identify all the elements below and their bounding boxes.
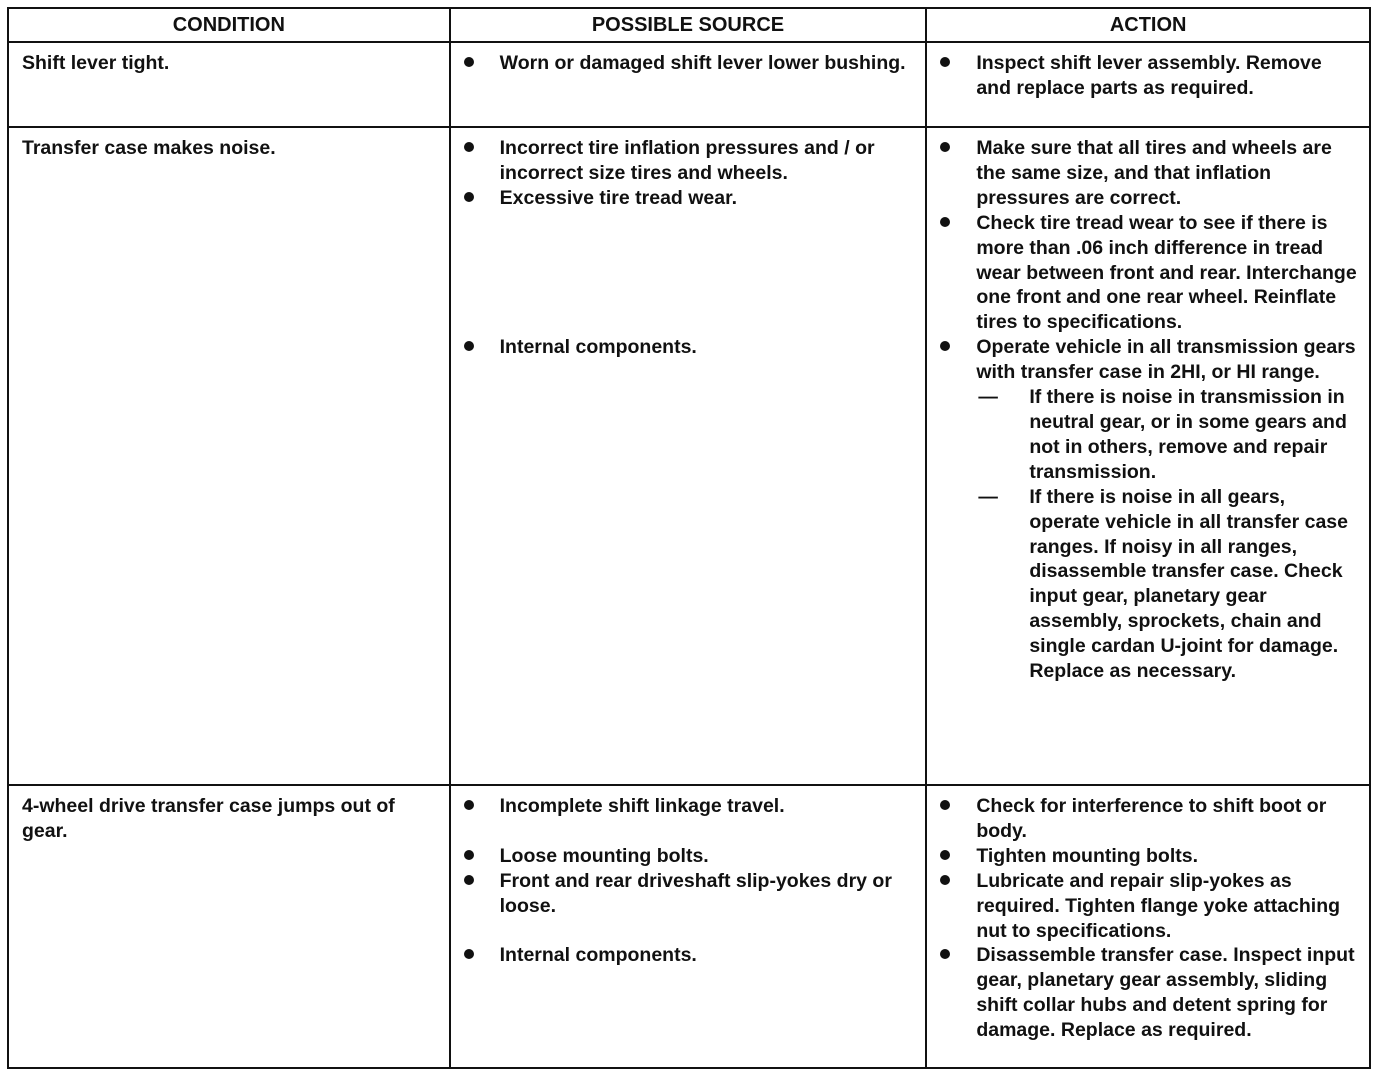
diagnosis-table [7, 7, 1371, 1069]
list-item [464, 869, 916, 919]
dash-icon: — [978, 386, 998, 409]
action-cell [926, 42, 1370, 127]
list-item [464, 844, 916, 869]
source-text: Front and rear driveshaft slip-yokes dry or loose. [499, 869, 892, 917]
source-cell [450, 42, 927, 127]
action-text: Tighten mounting bolts. [976, 844, 1199, 867]
bullet-icon [464, 850, 474, 860]
condition-cell [8, 42, 450, 127]
list-item [464, 136, 916, 186]
sub-list-item [976, 385, 1359, 485]
bullet-icon [464, 57, 474, 67]
table-row [8, 127, 1370, 785]
action-text: Make sure that all tires and wheels are the same size, and that inflation pressures are correct. [976, 137, 1332, 209]
bullet-icon [940, 217, 950, 227]
list-item [940, 211, 1359, 336]
action-text: Check tire tread wear to see if there is more than .06 inch difference in tread wear between front and rear. Interchange one front and one rear wheel. Reinflate tires to specifications. [976, 211, 1357, 334]
bullet-icon [940, 800, 950, 810]
bullet-icon [940, 875, 950, 885]
bullet-icon [940, 142, 950, 152]
list-item [940, 794, 1359, 844]
action-text: Disassemble transfer case. Inspect input gear, planetary gear assembly, sliding shift collar hubs and detent spring for damage. Replace as required. [976, 944, 1355, 1042]
source-text: Excessive tire tread wear. [499, 186, 738, 209]
source-text: Worn or damaged shift lever lower bushing. [499, 52, 906, 74]
header-action: ACTION [926, 8, 1370, 42]
action-text: Inspect shift lever assembly. Remove and replace parts as required. [976, 52, 1322, 99]
action-list [940, 51, 1359, 101]
action-text: Check for interference to shift boot or body. [976, 795, 1327, 842]
condition-text: Shift lever tight. [22, 52, 170, 74]
table-row [8, 785, 1370, 1068]
bullet-icon [464, 800, 474, 810]
list-item [940, 844, 1359, 869]
source-list [464, 136, 916, 360]
source-list [464, 794, 916, 968]
sub-action-text: If there is noise in transmission in neutral gear, or in some gears and not in others, remove and repair transmission. [1029, 386, 1347, 483]
source-text: Internal components. [499, 944, 697, 967]
list-item [940, 869, 1359, 944]
source-text: Loose mounting bolts. [499, 844, 709, 867]
source-text: Incomplete shift linkage travel. [499, 795, 785, 817]
bullet-icon [940, 850, 950, 860]
condition-cell [8, 785, 450, 1068]
action-list [940, 794, 1359, 1043]
list-item [464, 335, 916, 360]
source-text: Incorrect tire inflation pressures and / or incorrect size tires and wheels. [499, 137, 875, 184]
bullet-icon [464, 142, 474, 152]
action-text: Lubricate and repair slip-yokes as required. Tighten flange yoke attaching nut to specifications. [976, 869, 1341, 942]
bullet-icon [464, 192, 474, 202]
list-item [464, 794, 916, 819]
list-item [464, 51, 916, 76]
source-cell [450, 127, 927, 785]
condition-cell [8, 127, 450, 785]
action-text: Operate vehicle in all transmission gears with transfer case in 2HI, or HI range. [976, 336, 1356, 384]
list-item [464, 186, 916, 211]
source-text: Internal components. [499, 336, 697, 359]
action-cell [926, 785, 1370, 1068]
action-cell [926, 127, 1370, 785]
table-row [8, 42, 1370, 127]
action-sublist [976, 385, 1359, 684]
list-item [940, 335, 1359, 684]
bullet-icon [464, 875, 474, 885]
bullet-icon [940, 341, 950, 351]
sub-list-item [976, 485, 1359, 684]
bullet-icon [940, 949, 950, 959]
list-item [940, 943, 1359, 1043]
source-cell [450, 785, 927, 1068]
bullet-icon [940, 57, 950, 67]
list-item [940, 51, 1359, 101]
condition-text: 4-wheel drive transfer case jumps out of gear. [22, 795, 395, 842]
header-possible-source: POSSIBLE SOURCE [450, 8, 927, 42]
sub-action-text: If there is noise in all gears, operate vehicle in all transfer case ranges. If noisy in all ranges, disassemble transfer case. Check input gear, planetary gear assembly, sprockets, chain and single cardan U-joint for damage. Replace as necessary. [1029, 485, 1348, 683]
header-condition: CONDITION [8, 8, 450, 42]
dash-icon: — [978, 485, 998, 508]
action-list [940, 136, 1359, 684]
source-list [464, 51, 916, 76]
bullet-icon [464, 341, 474, 351]
condition-text: Transfer case makes noise. [22, 137, 276, 159]
list-item [464, 943, 916, 968]
header-row [8, 8, 1370, 42]
list-item [940, 136, 1359, 211]
bullet-icon [464, 949, 474, 959]
